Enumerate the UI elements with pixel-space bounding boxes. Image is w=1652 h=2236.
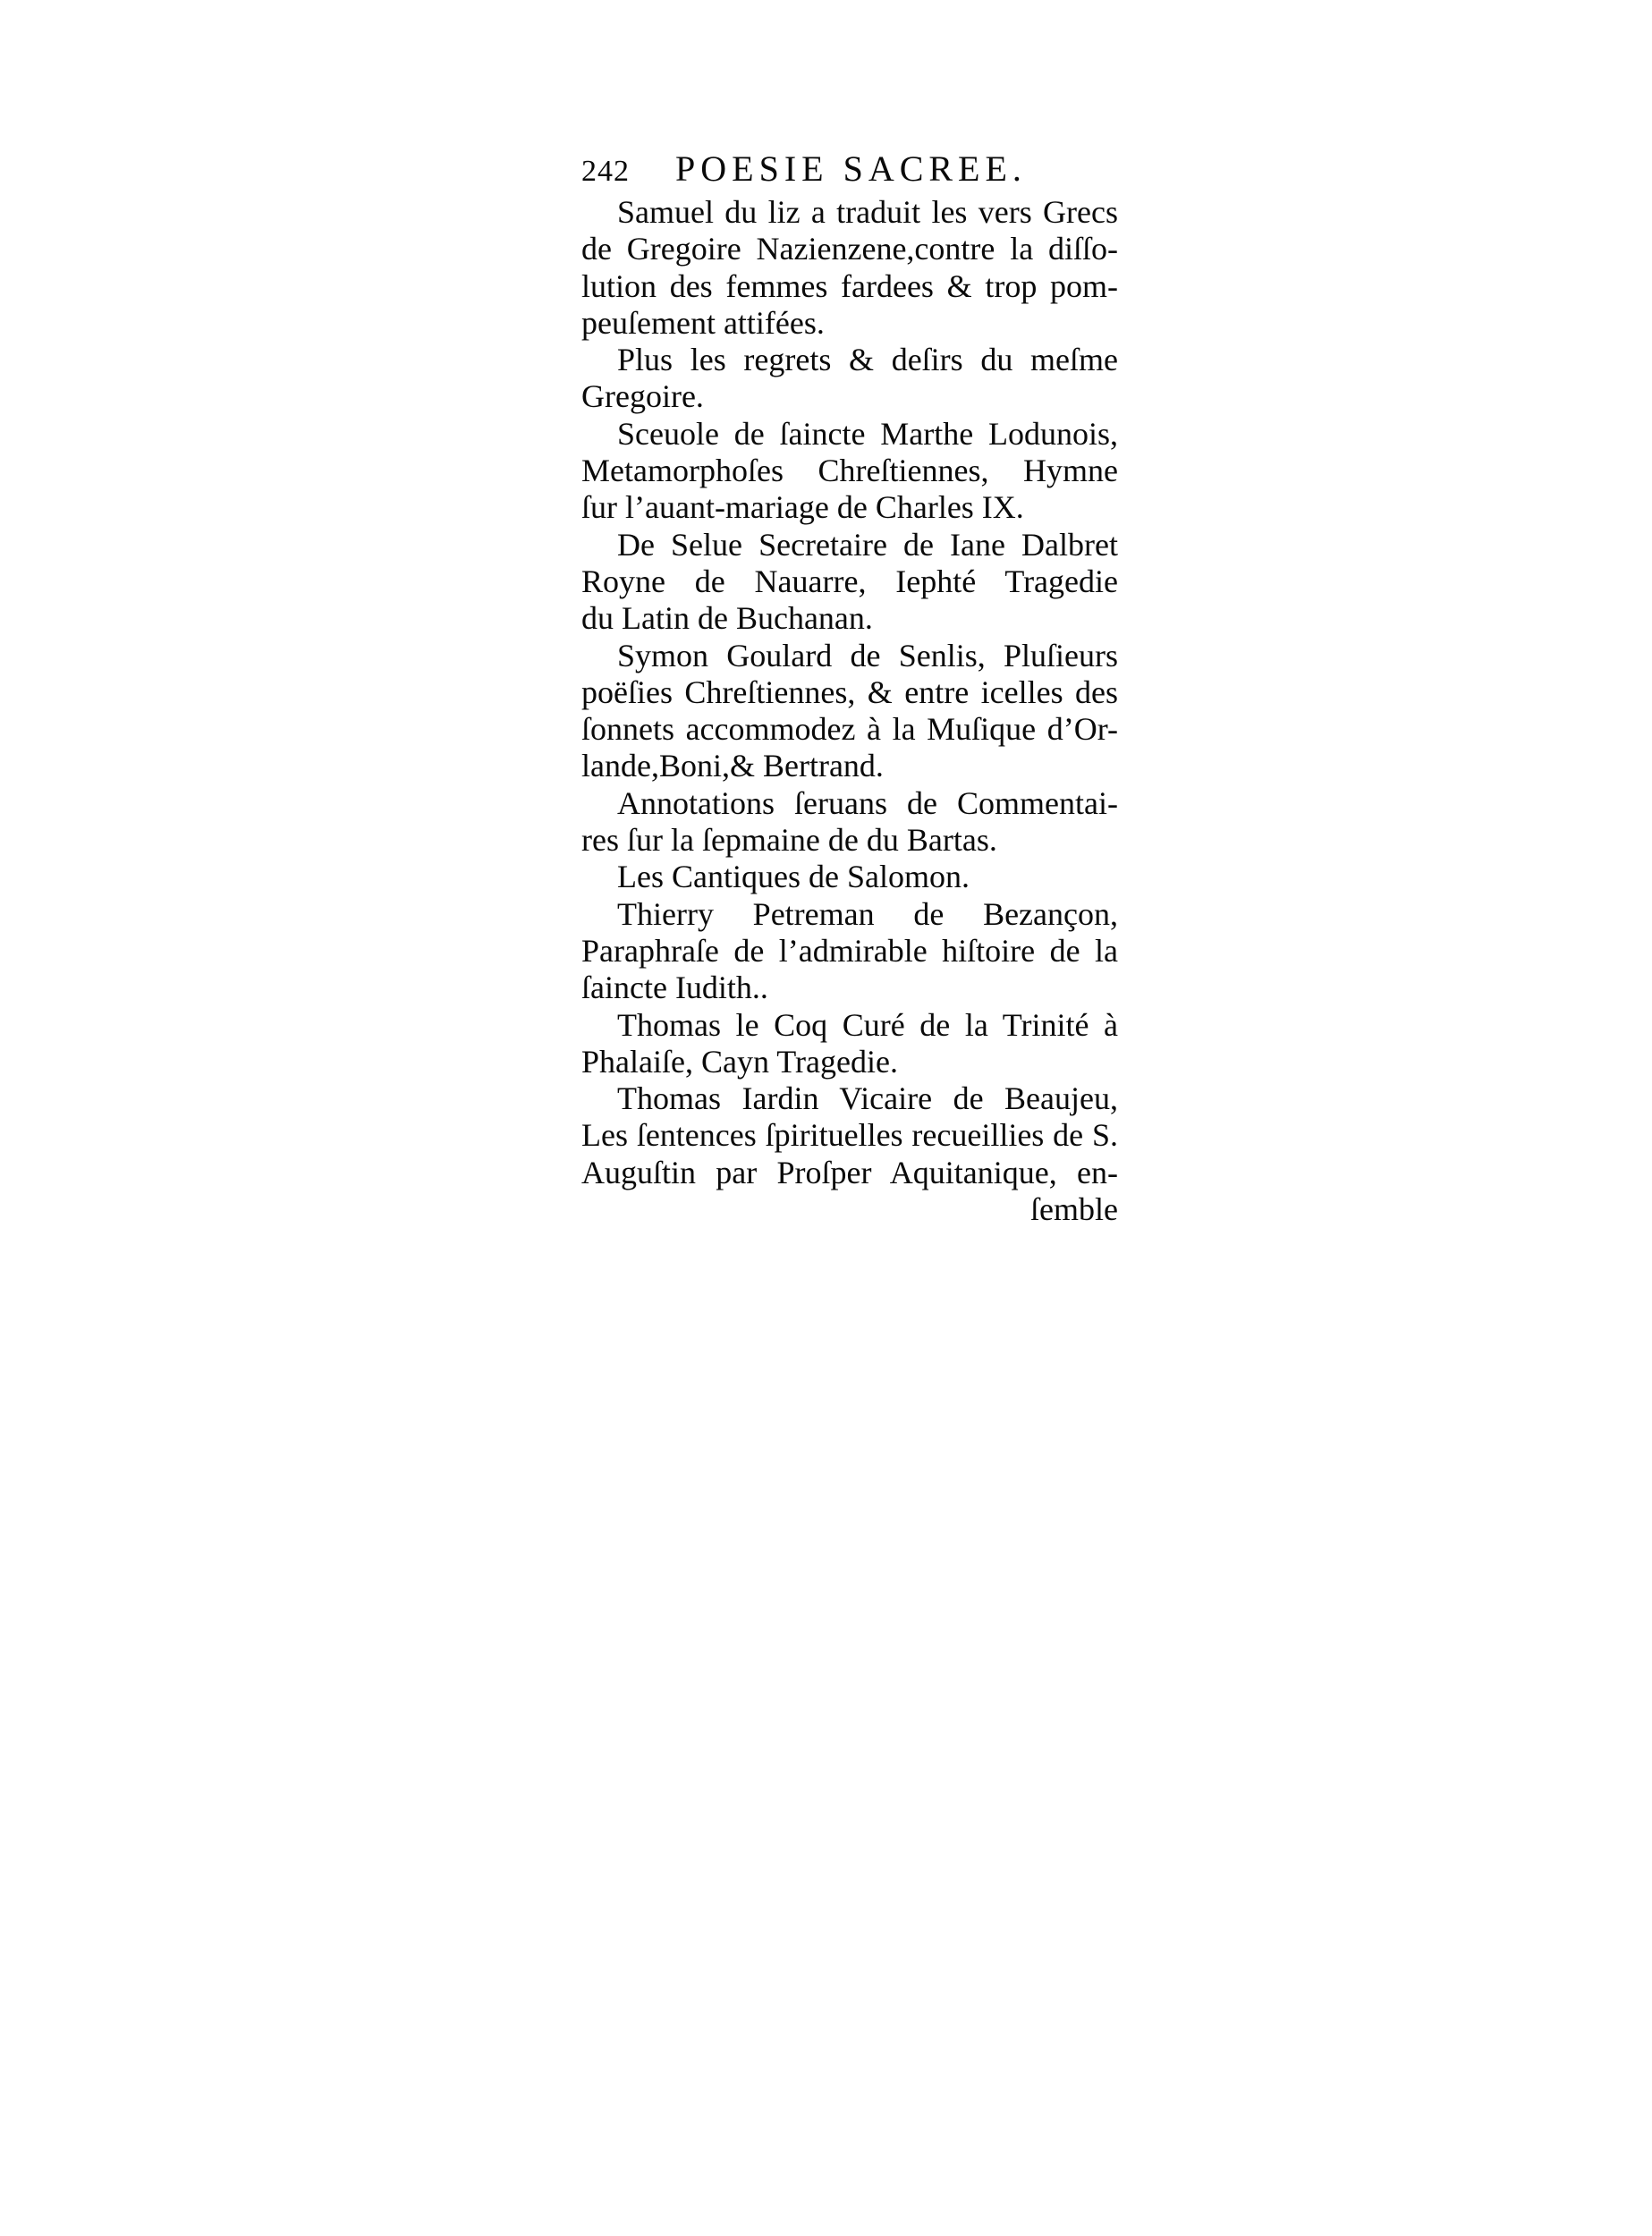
entry-thomas-iardin [581,1080,1118,1191]
entry-sceuole-de-saincte-marthe [581,416,1118,527]
text-line: Auguſtin par Proſper Aquitanique, en- [581,1154,1118,1190]
entry-cantiques [581,859,1118,895]
text-line: Samuel du liz a traduit les vers Grecs [617,194,1118,230]
text-line: Phalaiſe, Cayn Tragedie. [581,1043,898,1080]
running-head [581,148,1118,192]
text-line: Sceuole de ſaincte Marthe Lodunois, [617,415,1118,452]
entry-thomas-le-coq [581,1007,1118,1081]
text-line: Thierry Petreman de Bezançon, [617,895,1118,932]
entry-thierry-petreman [581,896,1118,1007]
text-line: lande,Boni,& Bertrand. [581,748,884,784]
text-line: du Latin de Buchanan. [581,600,873,637]
text-line: de Gregoire Nazienzene,contre la diſſo- [581,231,1118,267]
text-line: Les ſentences ſpirituelles recueillies de S. [581,1117,1118,1154]
text-line: Thomas le Coq Curé de la Trinité à [617,1006,1118,1043]
text-line: poëſies Chreſtiennes, & entre icelles des [581,673,1118,710]
text-line: Les Cantiques de Salomon. [617,859,970,895]
running-title: POESIE SACREE. [675,148,1027,189]
text-line: Plus les regrets & deſirs du meſme [617,342,1118,378]
text-block [581,148,1118,1228]
text-line: Metamorphoſes Chreſtiennes, Hymne [581,453,1118,489]
text-line: Symon Goulard de Senlis, Pluſieurs [617,637,1118,673]
text-line: peuſement attifées. [581,304,825,341]
text-line: De Selue Secretaire de Iane Dalbret [617,526,1118,563]
entry-symon-goulard [581,638,1118,785]
entry-regrets-gregoire [581,342,1118,416]
text-line: Paraphraſe de l’admirable hiſtoire de la [581,932,1118,969]
text-line: Gregoire. [581,378,704,415]
entry-de-selue [581,527,1118,638]
page-number: 242 [581,155,630,188]
text-line: Royne de Nauarre, Iephté Tragedie [581,563,1118,599]
text-line: ſonnets accommodez à la Muſique d’Or- [581,711,1118,748]
text-line: Thomas Iardin Vicaire de Beaujeu, [617,1080,1118,1117]
text-line: Annotations ſeruans de Commentai- [617,784,1118,821]
catchword: ſemble [1030,1191,1118,1228]
text-line: lution des femmes fardees & trop pom- [581,267,1118,304]
entry-samuel-du-liz [581,194,1118,342]
text-line: res ſur la ſepmaine de du Bartas. [581,822,997,859]
text-line: ſur l’auant-mariage de Charles IX. [581,489,1024,526]
entry-annotations [581,785,1118,860]
text-line: ſaincte Iudith.. [581,970,768,1006]
